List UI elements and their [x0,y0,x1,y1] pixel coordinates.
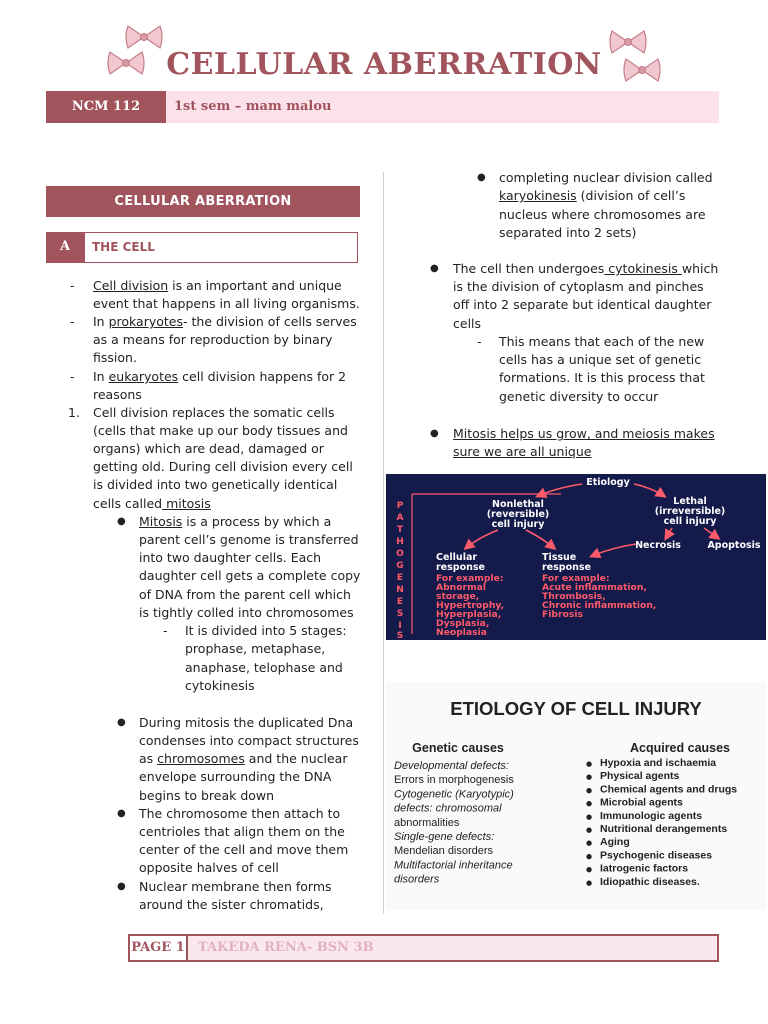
genetic-causes-list [394,760,514,886]
bullet-marker: ● [117,717,126,728]
term-cytokinesis: cytokinesis [604,261,682,276]
acquired-bullet: ● [586,878,593,887]
text-line: (cells that make up our body tissues and [93,423,348,438]
acquired-cause-item: Idiopathic diseases. [600,875,700,888]
text-line: The chromosome then attach to [139,806,341,821]
genetic-cause-line: Multifactorial inheritance [394,859,513,872]
etiology-figure [386,682,766,910]
acquired-cause-item: Psychogenic diseases [600,849,713,862]
dash-marker: - [477,334,482,349]
subsection-letter: A [46,232,84,263]
arrow-nonlethal-cellular [466,530,498,548]
text-line: envelope surrounding the DNA [139,769,332,784]
text-line: It is divided into 5 stages: [185,623,347,638]
side-label-letter: H [396,537,404,547]
tissue-example: For example: [542,573,610,584]
text-line: Mitosis helps us grow, and meiosis makes [453,426,715,441]
column-divider [383,172,384,914]
acquired-cause-item: Physical agents [600,770,680,783]
text-line: completing nuclear division called [499,170,713,185]
apoptosis-label: Apoptosis [707,540,761,551]
pathogenesis-svg [386,474,766,640]
acquired-cause-item: Microbial agents [600,796,683,809]
text-line: is divided into two genetically identical [93,477,338,492]
text-line: prophase, metaphase, [185,641,326,656]
tissue-example: Chronic inflammation, [542,600,657,611]
text-line: formations. It is this process that [499,370,705,385]
text-line: centrioles that align them on the [139,824,345,839]
text-line: cells [453,316,482,331]
term-eukaryotes: eukaryotes [108,369,179,384]
side-label-letter: T [396,525,404,535]
text-line: Nuclear membrane then forms [139,879,332,894]
lethal-line: cell injury [663,516,717,527]
arrow-lethal-apoptosis [704,528,718,538]
tissue-example: Acute inflammation, [542,582,647,593]
acquired-bullet: ● [586,865,593,874]
acquired-cause-item: Immunologic agents [600,809,703,822]
nonlethal-line: cell injury [491,519,545,530]
text-line: separated into 2 sets) [499,225,637,240]
text-line: daughter cell gets a complete copy [139,568,361,583]
text-line: condenses into compact structures [139,733,359,748]
acquired-cause-item: Aging [600,836,630,849]
dash-marker: - [70,278,75,293]
acquired-bullet: ● [586,852,593,861]
term-chromosomes: chromosomes [157,751,245,766]
side-label-letter: P [396,501,404,511]
text-line: as chromosomes and the nuclear [139,751,348,766]
genetic-cause-line: defects: chromosomal [394,802,502,815]
text-line: Cell division is an important and unique [93,278,342,293]
nonlethal-line: (reversible) [486,509,550,520]
acquired-cause-item: Chemical agents and drugs [600,783,738,796]
term-prokaryotes: prokaryotes [108,314,184,329]
cellular-example: Dysplasia, [436,618,490,629]
acquired-causes-list [586,757,737,888]
cellular-example: Abnormal [436,582,486,593]
genetic-cause-line: Cytogenetic (Karyotypic) [394,788,514,801]
text-line: The cell then undergoes cytokinesis which [453,261,719,276]
side-label-letter: E [396,573,404,583]
acquired-bullet: ● [586,773,593,782]
side-label-letter: S [396,631,404,640]
acquired-heading: Acquired causes [629,741,731,755]
arrow-necrosis-tissue [592,544,636,556]
tissue-example: Thrombosis, [542,591,606,602]
term-mitosis: Mitosis [139,514,183,529]
genetic-cause-line: Mendelian disorders [394,845,494,858]
text-line: Cell division replaces the somatic cells [93,405,335,420]
bullet-marker: ● [430,428,439,439]
text-line: off into 2 separate but identical daughter [453,297,712,312]
text-line: fission. [93,350,137,365]
text-line: In eukaryotes cell division happens for 2 [93,369,347,384]
tissue-response-line: response [542,562,591,573]
cellular-example: Neoplasia [436,627,487,638]
bullet-marker: ● [477,172,486,183]
bullet-marker: ● [117,808,126,819]
acquired-cause-item: Iatrogenic factors [600,862,689,875]
side-label-letter: G [396,561,404,571]
acquired-cause-item: Nutritional derangements [600,823,728,835]
side-label-letter: I [398,621,402,631]
arrow-lethal-necrosis [666,528,672,538]
page-title: CELLULAR ABERRATION [166,47,602,82]
footer-author: TAKEDA RENA- BSN 3B [188,934,719,962]
footer-page-number: PAGE 1 [128,934,188,962]
acquired-bullet: ● [586,760,593,768]
bullet-marker: ● [430,263,439,274]
text-line: getting old. During cell division every cell [93,459,353,474]
acquired-cause-item: Hypoxia and ischaemia [600,757,717,769]
text-line: Mitosis is a process by which a [139,514,332,529]
genetic-cause-line: Errors in morphogenesis [394,774,514,787]
text-line: cells has a unique set of genetic [499,352,702,367]
term-mitosis: mitosis [162,496,211,511]
acquired-bullet: ● [586,839,593,848]
etiology-title: ETIOLOGY OF CELL INJURY [450,698,702,719]
side-label-letter: A [396,513,404,523]
course-code: NCM 112 [46,91,166,123]
genetic-cause-line: Single-gene defects: [394,831,495,843]
side-label-letter: N [396,585,404,595]
arrow-nonlethal-tissue [526,530,554,548]
text-line: center of the cell and move them [139,842,349,857]
text-line: around the sister chromatids, [139,897,324,912]
tissue-example: Fibrosis [542,609,583,620]
text-line: begins to break down [139,788,275,803]
text-line: as a means for reproduction by binary [93,332,333,347]
bullet-marker: ● [117,516,126,527]
acquired-bullet: ● [586,799,593,808]
bullet-marker: ● [117,881,126,892]
nonlethal-line: Nonlethal [492,499,544,510]
course-subtitle: 1st sem – mam malou [166,91,719,123]
lethal-line: (irreversible) [654,506,726,517]
text-line: parent cell’s genome is transferred [139,532,359,547]
text-line: genetic diversity to occur [499,389,659,404]
text-line: In prokaryotes- the division of cells serves [93,314,357,329]
text-line: karyokinesis (division of cell’s [499,188,686,203]
genetic-cause-line: disorders [394,873,440,886]
necrosis-label: Necrosis [635,540,681,551]
dash-marker: - [70,314,75,329]
number-marker: 1. [68,405,80,420]
lethal-line: Lethal [673,496,707,507]
text-line: anaphase, telophase and [185,660,343,675]
text-line: This means that each of the new [499,334,705,349]
pathogenesis-diagram [386,474,766,640]
cellular-response-line: Cellular [436,552,478,563]
text-line: is tightly colled into chromosomes [139,605,354,620]
etiology-label: Etiology [586,477,630,488]
text-line: opposite halves of cell [139,860,279,875]
text-line: organs) which are dead, damaged or [93,441,324,456]
subsection-title: THE CELL [84,232,358,263]
text-line: reasons [93,387,142,402]
text-line: nucleus where chromosomes are [499,207,706,222]
text-line: into two daughter cells. Each [139,550,322,565]
acquired-bullet: ● [586,786,593,795]
genetic-heading: Genetic causes [412,741,504,755]
cellular-example: storage, [436,591,480,602]
term-karyokinesis: karyokinesis [499,188,577,203]
genetic-cause-line: abnormalities [394,816,460,829]
dash-marker: - [163,623,168,638]
acquired-bullet: ● [586,812,593,821]
side-label-letter: S [396,609,404,619]
genetic-cause-line: Developmental defects: [394,760,509,772]
text-line: During mitosis the duplicated Dna [139,715,354,730]
cellular-example: Hypertrophy, [436,600,505,611]
text-line: cytokinesis [185,678,255,693]
cellular-example: For example: [436,573,504,584]
text-line: is the division of cytoplasm and pinches [453,279,704,294]
side-label-letter: O [396,549,404,559]
cellular-response-line: response [436,562,485,573]
text-line: event that happens in all living organisms. [93,296,360,311]
text-line: cells called mitosis [93,496,211,511]
tissue-response-line: Tissue [542,552,577,563]
side-label [396,501,404,640]
text-line: sure we are all unique [453,444,592,459]
dash-marker: - [70,369,75,384]
etiology-svg [386,682,766,910]
arrow-etiology-lethal [634,484,664,496]
text-line: of DNA from the parent cell which [139,587,351,602]
term-cell-division: Cell division [93,278,169,293]
side-label-letter: E [396,597,404,607]
cellular-example: Hyperplasia, [436,609,502,620]
acquired-bullet: ● [586,826,593,834]
section-heading: CELLULAR ABERRATION [46,186,360,217]
